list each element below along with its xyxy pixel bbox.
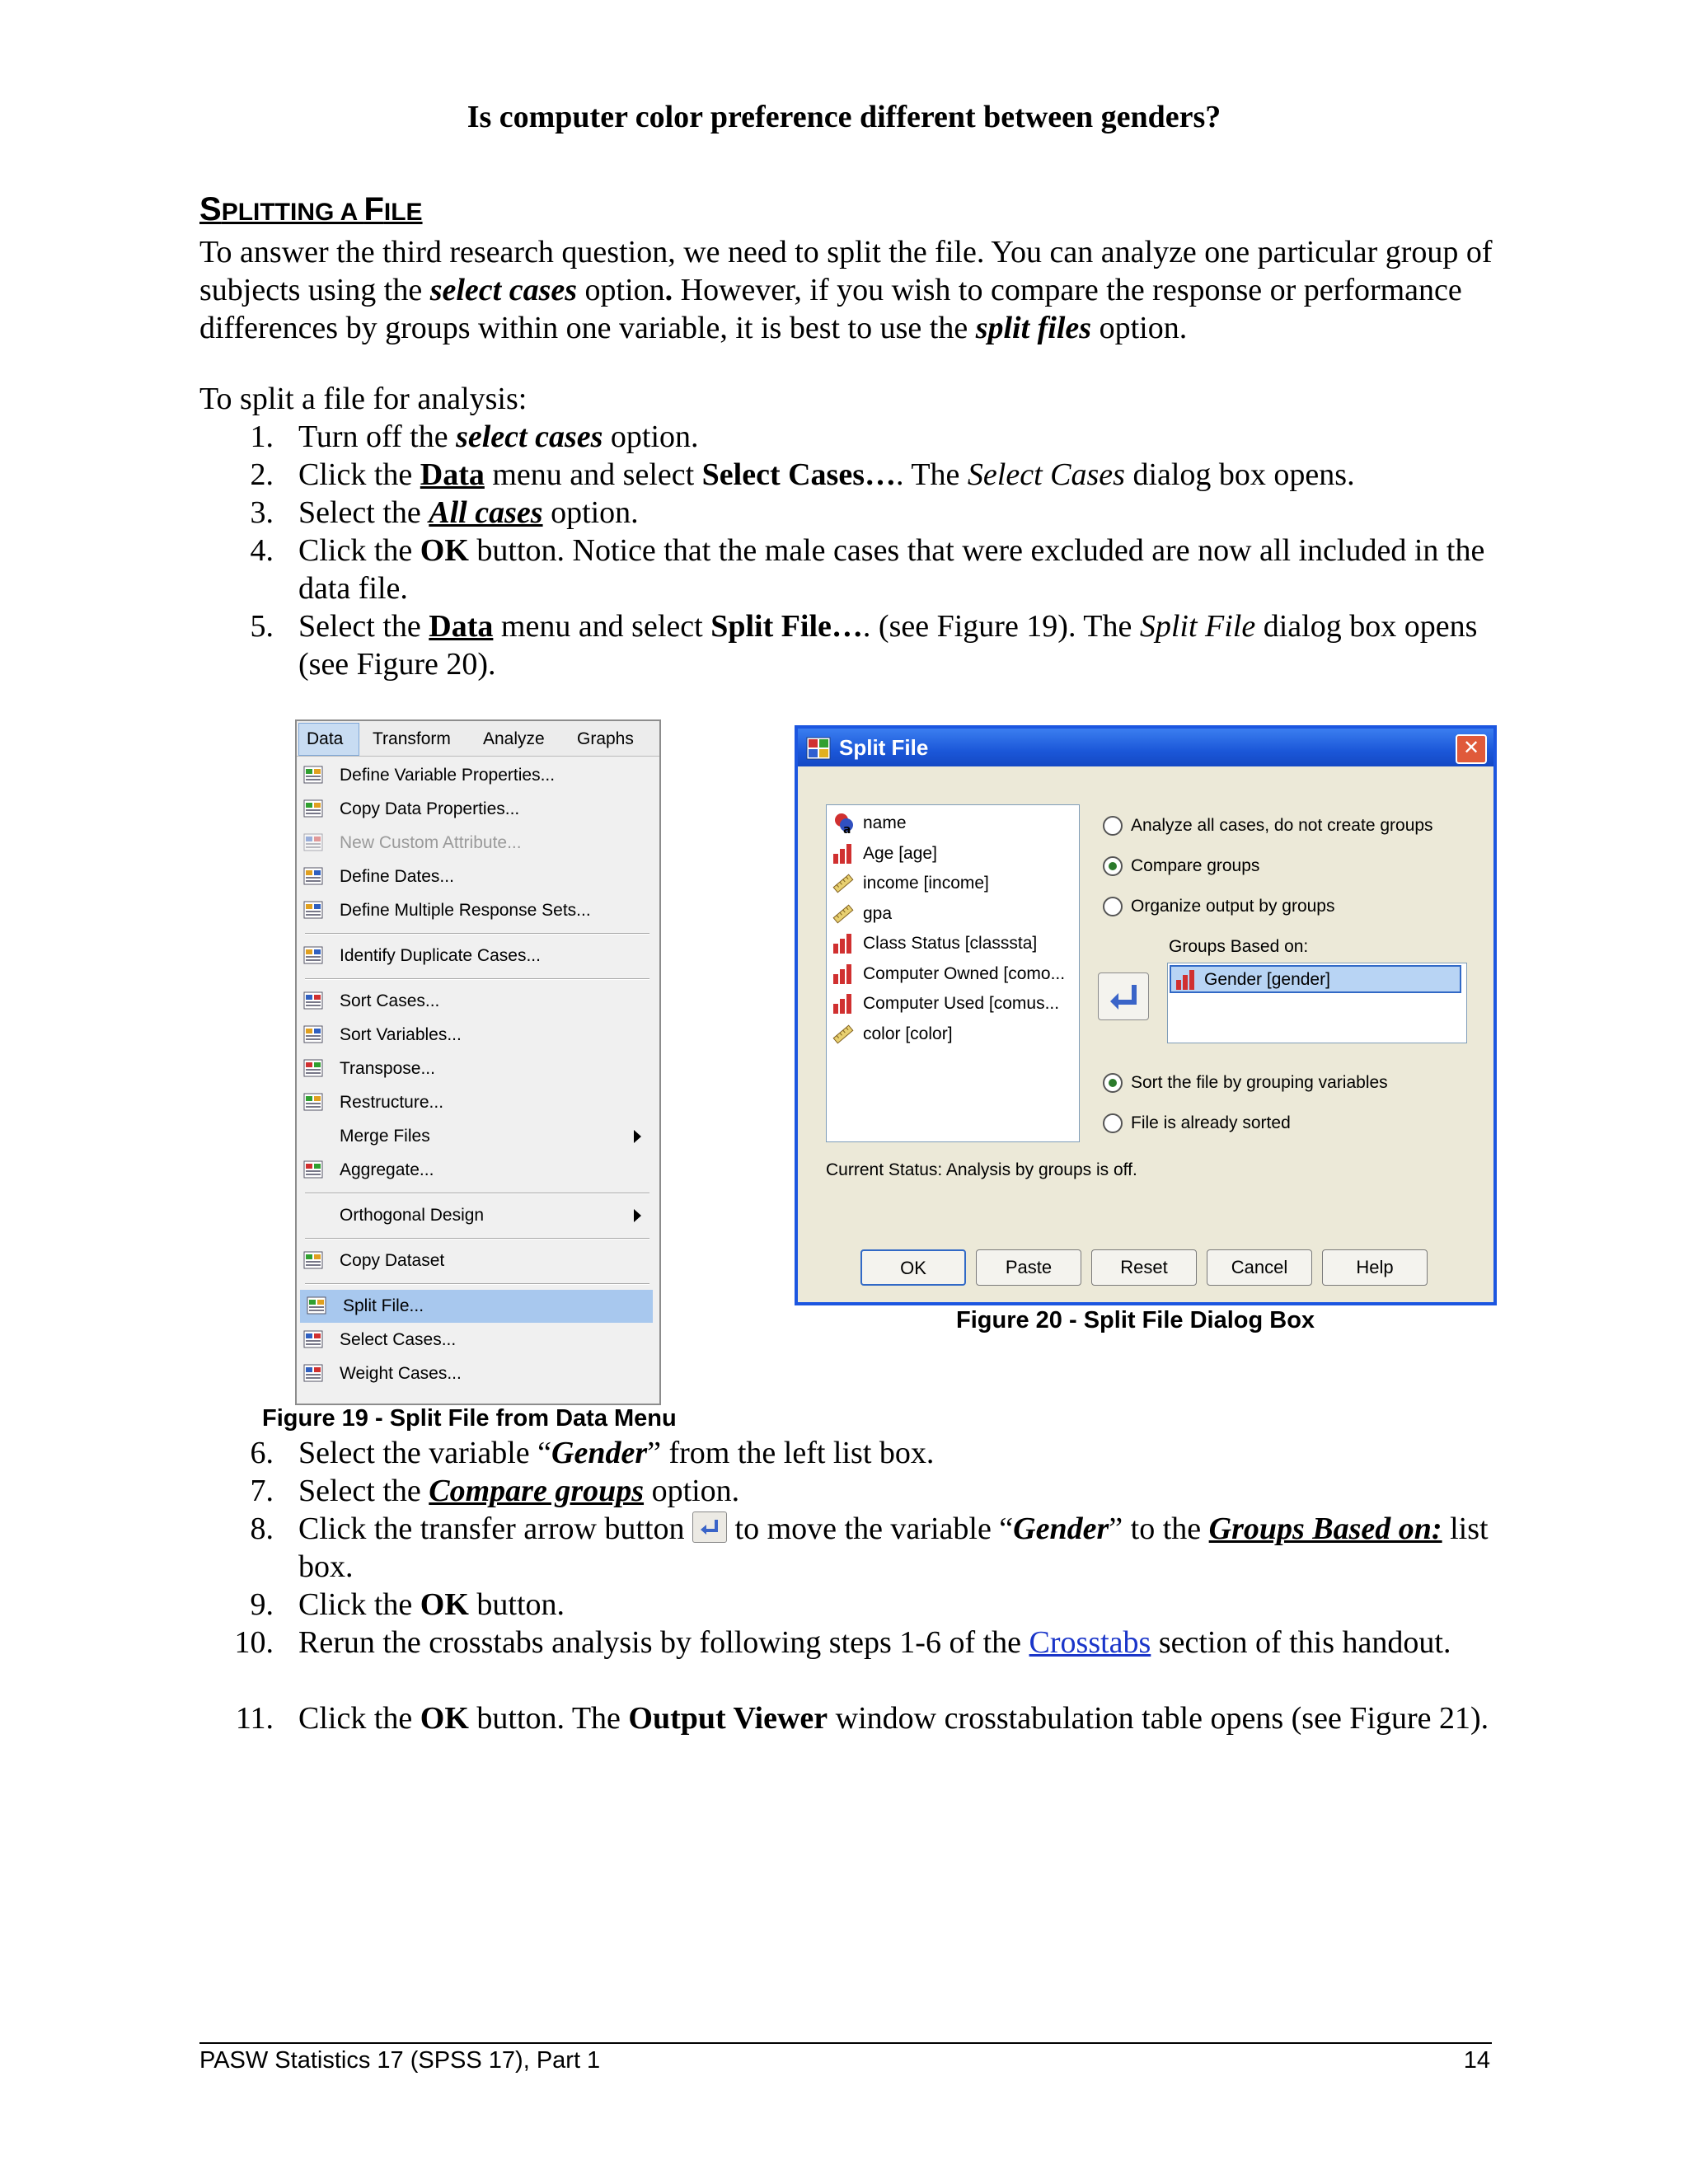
menu-item-label: Define Variable Properties... [340, 766, 556, 785]
select-cases-icon [303, 1330, 325, 1350]
page-number: 14 [1463, 2047, 1490, 2074]
variable-label: Computer Used [comus... [863, 994, 1060, 1013]
variable-item[interactable] [830, 899, 1074, 929]
sort-variables-icon [303, 1025, 325, 1045]
variable-item[interactable] [830, 1019, 1074, 1049]
menu-item-label: Copy Dataset [340, 1251, 445, 1270]
variable-item[interactable] [830, 929, 1074, 958]
ordinal-variable-icon [832, 992, 855, 1015]
groups-list-item[interactable] [1170, 965, 1461, 993]
variable-item[interactable] [830, 989, 1074, 1019]
variable-label: gpa [863, 903, 893, 923]
variable-list[interactable] [826, 804, 1080, 1142]
copy-dataset-icon [303, 1251, 325, 1271]
radio-analyze-all-label: Analyze all cases, do not create groups [1131, 816, 1433, 835]
menu-item-new-custom-attribute [297, 827, 656, 860]
restructure-icon [303, 1093, 325, 1113]
menu-transform[interactable]: Transform [373, 729, 451, 748]
menu-item-label: New Custom Attribute... [340, 833, 522, 852]
menu-item-define-multiple-response-sets[interactable] [297, 894, 656, 927]
variable-item[interactable] [830, 869, 1074, 898]
ok-button[interactable]: OK [860, 1249, 966, 1286]
scale-variable-icon [832, 1023, 855, 1046]
menu-item-sort-cases[interactable] [297, 985, 656, 1018]
menu-item-copy-dataset[interactable] [297, 1244, 656, 1277]
variable-label: Class Status [classsta] [863, 934, 1038, 953]
scale-variable-icon [832, 872, 855, 895]
menu-item-label: Sort Variables... [340, 1025, 462, 1044]
menu-item-merge-files[interactable] [297, 1120, 656, 1153]
radio-organize-output[interactable] [1103, 897, 1123, 916]
data-menu-screenshot [295, 719, 661, 1405]
menu-item-label: Restructure... [340, 1093, 444, 1112]
menu-separator [305, 978, 649, 980]
page-title: Is computer color preference different between genders? [467, 100, 1221, 134]
paste-button[interactable]: Paste [976, 1249, 1081, 1286]
radio-sort-file[interactable] [1103, 1073, 1123, 1093]
ordinal-variable-icon [1175, 968, 1198, 991]
menu-item-define-dates[interactable] [297, 860, 656, 893]
menu-item-label: Transpose... [340, 1059, 435, 1078]
radio-compare-groups[interactable] [1103, 856, 1123, 876]
crosstabs-link[interactable]: Crosstabs [1029, 1625, 1151, 1660]
help-button[interactable]: Help [1322, 1249, 1428, 1286]
transfer-arrow-icon [1099, 973, 1148, 1019]
sort-cases-icon [303, 991, 325, 1011]
menu-item-label: Sort Cases... [340, 991, 440, 1010]
variable-label: Computer Owned [como... [863, 963, 1066, 983]
menu-item-transpose[interactable] [297, 1052, 656, 1085]
intro-paragraph: To answer the third research question, we need to split the file. You can analyze one particular group of subjects using the select cases option. However, if you wish to compare the response or performance differences by groups within one variable, it is best to use the split files option. [199, 235, 1493, 345]
variable-label: name [863, 813, 907, 832]
step-11: 11. Click the OK button. The Output Viewer window crosstabulation table opens (see Figure 21). [235, 1701, 1489, 1736]
dialog-titlebar [798, 729, 1493, 766]
menu-item-label: Define Dates... [340, 867, 454, 886]
figure-20-caption: Figure 20 - Split File Dialog Box [956, 1307, 1315, 1333]
reset-button[interactable]: Reset [1091, 1249, 1197, 1286]
menu-graphs[interactable]: Graphs [577, 729, 634, 748]
step-9: 9. Click the OK button. [250, 1587, 565, 1622]
copy-data-properties-icon [303, 799, 325, 819]
step-6: 6. Select the variable “Gender” from the left list box. [250, 1436, 935, 1470]
radio-already-sorted-label: File is already sorted [1131, 1113, 1291, 1132]
inline-transfer-arrow-icon [692, 1511, 727, 1543]
menu-item-label: Aggregate... [340, 1160, 434, 1179]
split-file-app-icon [806, 737, 831, 760]
menu-item-sort-variables[interactable] [297, 1019, 656, 1052]
menu-item-label: Orthogonal Design [340, 1206, 485, 1225]
step-3: 3. Select the All cases option. [250, 495, 639, 530]
transfer-arrow-button[interactable] [1098, 972, 1149, 1020]
ordinal-variable-icon [832, 963, 855, 986]
section-heading: SPLITTING A FILE [199, 191, 423, 227]
menu-data[interactable]: Data [307, 729, 344, 748]
step-10: 10. Rerun the crosstabs analysis by following steps 1-6 of the Crosstabs section of this handout. [234, 1625, 1451, 1660]
menu-item-identify-duplicate-cases[interactable] [297, 940, 656, 972]
menu-item-label: Copy Data Properties... [340, 799, 520, 818]
radio-organize-output-label: Organize output by groups [1131, 897, 1335, 916]
menu-item-label: Split File... [343, 1296, 424, 1315]
menu-item-orthogonal-design[interactable] [297, 1199, 656, 1232]
radio-compare-groups-label: Compare groups [1131, 856, 1260, 875]
split-file-icon [307, 1296, 328, 1316]
variable-label: income [income] [863, 874, 989, 893]
define-dates-icon [303, 867, 325, 887]
submenu-arrow-icon [634, 1130, 641, 1143]
figure-19-caption: Figure 19 - Split File from Data Menu [262, 1405, 677, 1432]
variable-item[interactable] [830, 959, 1074, 989]
menu-analyze[interactable]: Analyze [483, 729, 545, 748]
current-status: Current Status: Analysis by groups is off. [826, 1160, 1137, 1179]
footer-title: PASW Statistics 17 (SPSS 17), Part 1 [199, 2047, 601, 2074]
split-intro: To split a file for analysis: [199, 382, 528, 416]
split-file-dialog [795, 725, 1497, 1305]
menu-item-copy-data-properties[interactable] [297, 793, 656, 826]
radio-analyze-all[interactable] [1103, 816, 1123, 836]
menu-item-label: Identify Duplicate Cases... [340, 946, 541, 965]
menu-item-label: Merge Files [340, 1127, 430, 1146]
string-variable-icon [832, 812, 855, 835]
multiple-response-icon [303, 901, 325, 921]
footer-rule [199, 2042, 1492, 2044]
menu-separator [305, 933, 649, 935]
radio-sort-file-label: Sort the file by grouping variables [1131, 1073, 1388, 1092]
dialog-title: Split File [839, 735, 929, 760]
cancel-button[interactable]: Cancel [1207, 1249, 1312, 1286]
menu-item-restructure[interactable] [297, 1086, 656, 1119]
menu-item-weight-cases[interactable] [297, 1357, 656, 1390]
menu-item-aggregate[interactable] [297, 1154, 656, 1187]
menu-separator [305, 1193, 649, 1194]
variable-item[interactable] [830, 808, 1074, 838]
step-7: 7. Select the Compare groups option. [250, 1474, 740, 1508]
aggregate-icon [303, 1160, 325, 1180]
step-1: 1. Turn off the select cases option. [250, 419, 699, 454]
menu-item-define-variable-properties[interactable] [297, 759, 656, 792]
groups-item-label: Gender [gender] [1204, 970, 1330, 989]
menu-item-split-file[interactable] [300, 1290, 653, 1323]
groups-based-on-list[interactable] [1167, 963, 1467, 1043]
duplicate-cases-icon [303, 946, 325, 966]
scale-variable-icon [832, 902, 855, 926]
ordinal-variable-icon [832, 842, 855, 865]
menu-item-select-cases[interactable] [297, 1324, 656, 1357]
new-custom-attribute-icon [303, 833, 325, 853]
menu-item-label: Define Multiple Response Sets... [340, 901, 591, 920]
close-icon[interactable]: ✕ [1456, 734, 1487, 764]
variable-label: color [color] [863, 1024, 953, 1043]
ordinal-variable-icon [832, 932, 855, 955]
step-2: 2. Click the Data menu and select Select Cases…. The Select Cases dialog box opens. [250, 457, 1355, 492]
menu-item-label: Weight Cases... [340, 1364, 462, 1383]
svg-text:a: a [843, 823, 851, 835]
menubar [297, 721, 659, 757]
menu-separator [305, 1283, 649, 1285]
radio-already-sorted[interactable] [1103, 1113, 1123, 1133]
step-8: 8. Click the transfer arrow button to move the variable “Gender” to the Groups Based on: list box. [250, 1511, 1489, 1584]
submenu-arrow-icon [634, 1209, 641, 1222]
weight-cases-icon [303, 1364, 325, 1384]
variable-item[interactable] [830, 839, 1074, 869]
menu-separator [305, 1238, 649, 1240]
variable-label: Age [age] [863, 843, 937, 863]
step-5: 5. Select the Data menu and select Split File…. (see Figure 19). The Split File dialog box opens (see Figure 20). [250, 609, 1478, 682]
groups-based-on-label: Groups Based on: [1169, 937, 1309, 956]
menu-item-label: Select Cases... [340, 1330, 457, 1349]
define-variable-properties-icon [303, 766, 325, 785]
step-4: 4. Click the OK button. Notice that the male cases that were excluded are now all included in the data file. [250, 533, 1485, 606]
transpose-icon [303, 1059, 325, 1079]
